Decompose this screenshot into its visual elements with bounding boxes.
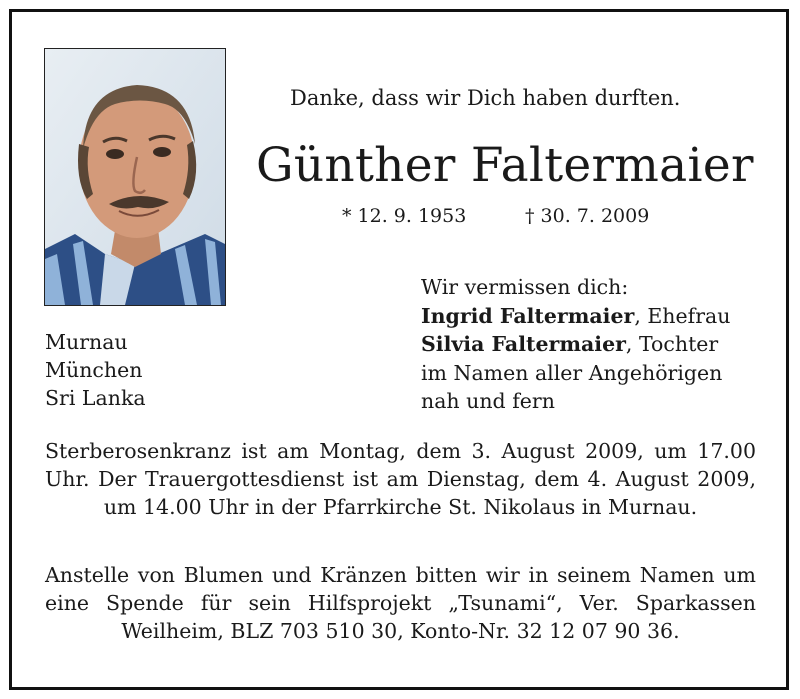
mourner-relation: , Ehefrau [634,303,731,328]
family-line: nah und fern [421,389,555,413]
donation-paragraph: Anstelle von Blumen und Kränzen bitten wir in seinem Namen um eine Spende für sein Hilfsprojekt „Tsunami“, Ver. Sparkassen Weilheim, BLZ 703 510 30, Konto-Nr. 32 12 07 90 36. [45,563,756,643]
service-paragraph: Sterberosenkranz ist am Montag, dem 3. August 2009, um 17.00 Uhr. Der Trauergottesdienst ist am Dienstag, dem 4. August 2009, um 14.00 Uhr in der Pfarrkirche St. Nikolaus in Murnau. [45,439,756,519]
mourner-line [421,330,730,359]
portrait-photo [44,48,226,306]
family-intro: Wir vermissen dich: [421,275,629,299]
family-line: im Namen aller Angehörigen [421,360,723,385]
mourners-block [421,273,730,416]
death-date: † 30. 7. 2009 [525,205,650,227]
place-item: Sri Lanka [45,386,146,410]
places-list [45,328,146,412]
obituary-motto: Danke, dass wir Dich haben durften. [290,86,681,110]
deceased-name: Günther Faltermaier [256,138,754,193]
mourner-relation: , Tochter [625,332,719,356]
mourner-line [421,302,730,331]
mourner-name: Ingrid Faltermaier [421,303,635,328]
mourner-name: Silvia Faltermaier [421,332,626,356]
place-item: Murnau [45,330,128,354]
place-item: München [45,358,143,382]
birth-date: * 12. 9. 1953 [342,205,467,227]
